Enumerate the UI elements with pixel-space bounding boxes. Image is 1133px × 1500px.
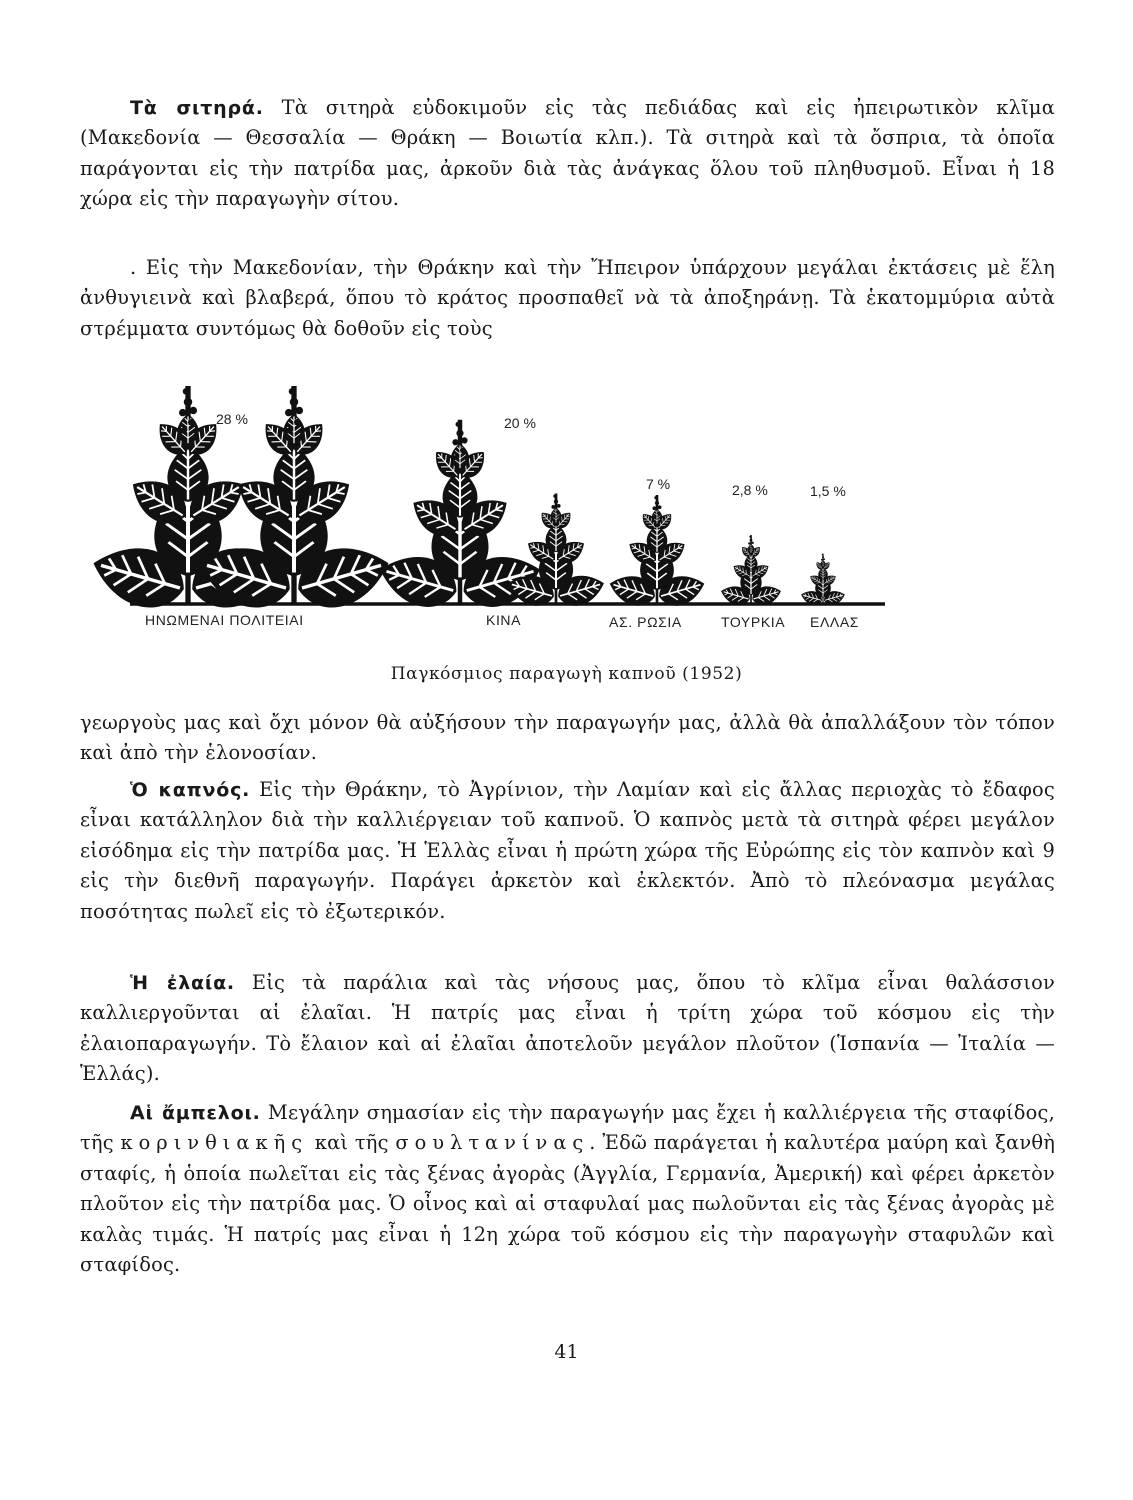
text-vines-c: . Ἐδῶ παράγεται ἡ καλυτέρα μαύρη καὶ ξανθὴ σταφίς, ἡ ὁποία πωλεῖται εἰς τὰς ξένας ἀγορὰς (Ἀγγλία, Γερμανία, Ἀμερική) καὶ φέρει ἀρκετὸν πλοῦτον εἰς τὴν πατρίδα μας. Ὁ οἶνος καὶ αἱ σταφυλαί μας πωλοῦνται εἰς τὰς ξένας ἀγορὰς μὲ καλὰς τιμάς. Ἡ πατρίς μας εἶναι ἡ 12η χώρα τοῦ κόσμου εἰς τὴν παραγωγὴν σταφυλῶν καὶ σταφίδος. [80, 1131, 1056, 1277]
category-label-china: ΚΙΝΑ [486, 612, 522, 628]
text-vines-sultanina: σουλτανίνας [395, 1131, 590, 1155]
text-vines-a: Μεγάλην σημασίαν εἰς τὴν παραγωγήν μας ἔχει ἡ καλλιέργεια τῆς σταφίδος, τῆς [80, 1101, 1055, 1155]
value-label-russia: 7 % [646, 476, 671, 492]
category-label-turkey: ΤΟΥΡΚΙΑ [721, 614, 786, 630]
figure-caption: Παγκόσμιος παραγωγὴ καπνοῦ (1952) [390, 664, 743, 684]
category-label-greece: ΕΛΛΑΣ [810, 614, 860, 630]
paragraph-vines [80, 1098, 1055, 1280]
text-vines-corinthian: κορινθιακῆς [120, 1131, 309, 1155]
tobacco-plant-icon-china-2 [504, 493, 608, 610]
page-number: 41 [554, 1341, 579, 1363]
paragraph-tobacco [80, 775, 1055, 927]
tobacco-plant-icon-russia-1 [606, 495, 708, 610]
text-farmers: γεωργοὺς μας καὶ ὄχι μόνον θὰ αὐξήσουν τὴν παραγωγήν μας, ἀλλὰ θὰ ἀπαλλάξουν τὸν τόπον καὶ ἀπὸ τὴν ἑλονοσίαν. [80, 711, 1055, 765]
paragraph-marshes [80, 253, 1055, 344]
value-label-china: 20 % [504, 415, 536, 431]
text-olive: Εἰς τὰ παράλια καὶ τὰς νήσους μας, ὅπου τὸ κλῖμα εἶναι θαλάσσιον καλλιεργοῦνται αἱ ἐλαῖαι. Ἡ πατρίς μας εἶναι ἡ τρίτη χώρα τοῦ κόσμου εἰς τὴν ἐλαιοπαραγωγήν. Τὸ ἔλαιον καὶ αἱ ἐλαῖαι ἀποτελοῦν μεγάλον πλοῦτον (Ἱσπανία — Ἰταλία — Ἑλλάς). [80, 971, 1056, 1086]
heading-vines: Αἱ ἄμπελοι. [130, 1102, 261, 1124]
paragraph-farmers [80, 708, 1055, 769]
tobacco-plant-icon-turkey-1 [719, 535, 784, 608]
paragraph-cereals [80, 93, 1055, 215]
heading-cereals: Τὰ σιτηρά. [130, 97, 264, 119]
tobacco-plant-icon-greece-1 [799, 554, 846, 607]
value-label-usa: 28 % [216, 411, 248, 427]
heading-olive: Ἡ ἐλαία. [130, 972, 235, 994]
text-tobacco: Εἰς τὴν Θράκην, τὸ Ἀγρίνιον, τὴν Λαμίαν καὶ εἰς ἄλλας περιοχὰς τὸ ἔδαφος εἶναι κατάλληλον διὰ τὴν καλλιέργειαν τοῦ καπνοῦ. Ὁ καπνὸς μετὰ τὰ σιτηρὰ φέρει μεγάλον εἰσόδημα εἰς τὴν πατρίδα μας. Ἡ Ἑλλὰς εἶναι ἡ πρώτη χώρα τῆς Εὐρώπης εἰς τὸν καπνὸν καὶ 9 εἰς τὴν διεθνῆ παραγωγήν. Παράγει ἀρκετὸν καὶ ἐκλεκτόν. Ἀπὸ τὸ πλεόνασμα μεγάλας ποσότητας πωλεῖ εἰς τὸ ἐξωτερικόν. [80, 778, 1055, 923]
text-vines-b: καὶ τῆς [308, 1131, 396, 1155]
text-marshes: . Εἰς τὴν Μακεδονίαν, τὴν Θράκην καὶ τὴν Ἤπειρον ὑπάρχουν μεγάλαι ἐκτάσεις μὲ ἕλη ἀνθυγιεινὰ καὶ βλαβερά, ὅπου τὸ κράτος προσπαθεῖ νὰ τὰ ἀποξηράνῃ. Τὰ ἑκατομμύρια αὐτὰ στρέμματα συντόμως θὰ δοθοῦν εἰς τοὺς [80, 256, 1055, 340]
paragraph-olive [80, 968, 1055, 1090]
value-label-greece: 1,5 % [810, 483, 846, 499]
value-label-turkey: 2,8 % [732, 482, 768, 498]
category-label-usa: ΗΝΩΜΕΝΑΙ ΠΟΛΙΤΕΙΑΙ [145, 612, 304, 628]
tobacco-production-chart [0, 372, 1133, 652]
heading-tobacco: Ὁ καπνός. [130, 779, 251, 801]
category-label-russia: ΑΣ. ΡΩΣΙΑ [609, 614, 682, 630]
text-cereals: Τὰ σιτηρὰ εὐδοκιμοῦν εἰς τὰς πεδιάδας καὶ εἰς ἠπειρωτικὸν κλῖμα (Μακεδονία — Θεσσαλία — Θράκη — Βοιωτία κλπ.). Τὰ σιτηρὰ καὶ τὰ ὄσπρια, τὰ ὁποῖα παράγονται εἰς τὴν πατρίδα μας, ἀρκοῦν διὰ τὰς ἀνάγκας ὅλου τοῦ πληθυσμοῦ. Εἶναι ἡ 18 χώρα εἰς τὴν παραγωγὴν σίτου. [80, 96, 1056, 211]
